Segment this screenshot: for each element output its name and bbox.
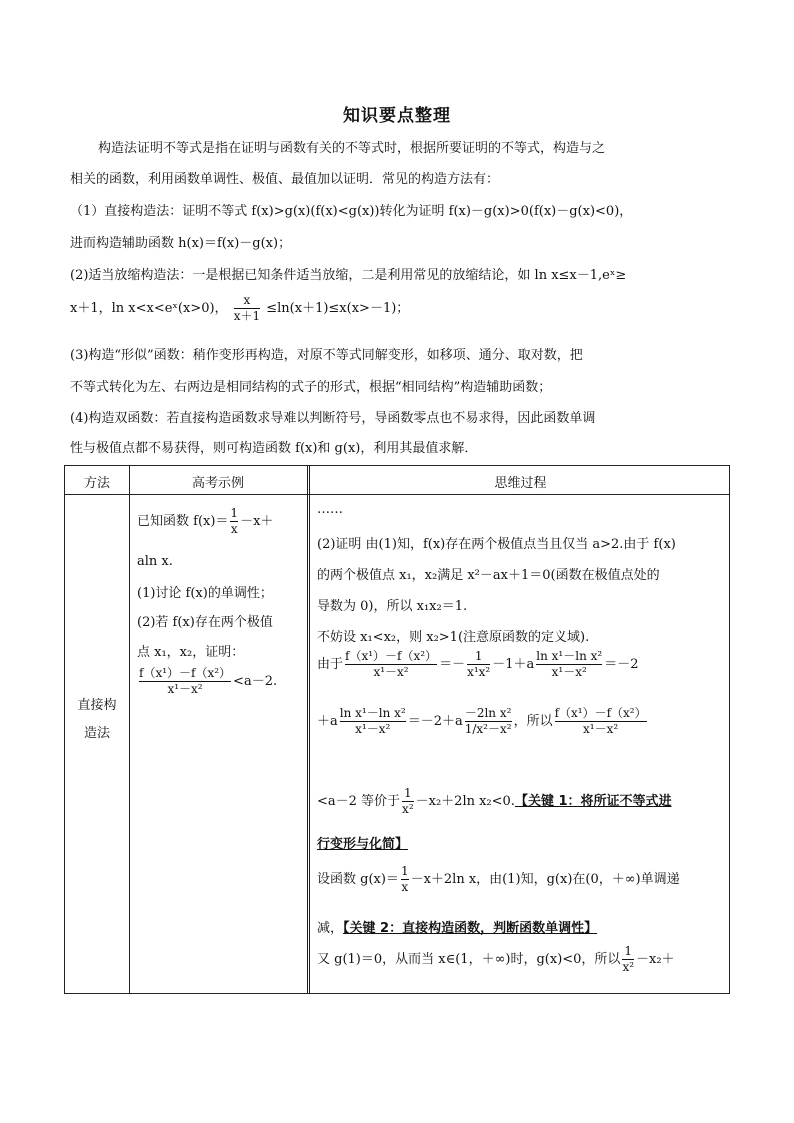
method-4-line-2: 性与极值点都不易获得，则可构造函数 f(x)和 g(x)，利用其最值求解． <box>70 441 478 456</box>
fraction-denominator: x¹－x² <box>340 721 406 737</box>
example-text: <a－2. <box>233 674 278 689</box>
example-text: 已知函数 f(x)＝ <box>137 514 229 529</box>
thinking-line-0: …… <box>317 502 343 517</box>
fraction <box>340 706 406 737</box>
table-column-divider <box>307 466 310 993</box>
fraction-numerator: x <box>243 293 251 307</box>
fraction-numerator: ln x¹－ln x² <box>339 706 406 720</box>
intro-line-1: 构造法证明不等式是指在证明与函数有关的不等式时，根据所要证明的不等式，构造与之 <box>98 141 606 156</box>
fraction-numerator: ln x¹－ln x² <box>536 649 603 663</box>
fraction <box>555 706 647 737</box>
thinking-line-5 <box>317 649 729 680</box>
method-2-line-1: (2)适当放缩构造法：一是根据已知条件适当放缩，二是利用常见的放缩结论，如 ln x≤x－1,eˣ≥ <box>70 268 627 283</box>
thinking-text: 设函数 g(x)＝ <box>317 872 399 887</box>
fraction-denominator: x¹x² <box>467 665 491 679</box>
thinking-text: －x₂＋ <box>636 952 675 967</box>
page-title: 知识要点整理 <box>343 106 451 126</box>
method-4-line-1: (4)构造双函数：若直接构造函数求导难以判断符号，导函数零点也不易求得，因此函数单调 <box>70 411 596 426</box>
thinking-text: ，所以 <box>513 714 553 729</box>
thinking-line-9 <box>317 864 729 895</box>
thinking-text: ＝－2＋a <box>407 714 463 729</box>
method-3-line-2: 不等式转化为左、右两边是相同结构的式子的形式，根据“相同结构”构造辅助函数； <box>70 380 552 395</box>
method-cell <box>65 692 129 748</box>
example-line-2: aln x. <box>137 554 173 569</box>
method-2-text: x＋1，ln x<x<eˣ(x>0)， <box>70 301 228 316</box>
intro-line-2: 相关的函数，利用函数单调性、极值、最值加以证明．常见的构造方法有： <box>70 172 500 187</box>
header-thinking: 思维过程 <box>494 476 547 491</box>
thinking-line-6 <box>317 706 729 737</box>
fraction-denominator: x¹－x² <box>345 664 437 680</box>
thinking-line-11 <box>317 944 729 975</box>
example-line-6 <box>137 666 307 697</box>
fraction <box>234 293 260 324</box>
thinking-text: －x₂＋2ln x₂<0. <box>415 794 515 809</box>
example-line-1 <box>137 506 307 537</box>
key-note-1-end: 行变形与化简】 <box>317 837 409 852</box>
example-line-4: (2)若 f(x)存在两个极值 <box>137 615 273 630</box>
key-note-1: 【关键 1：将所证不等式进 <box>514 794 672 809</box>
thinking-text: 由于 <box>317 657 344 672</box>
fraction-numerator: f（x¹）－f（x²） <box>554 706 647 720</box>
fraction-denominator: x <box>401 880 409 894</box>
thinking-line-3: 导数为 0)，所以 x₁x₂＝1. <box>317 599 468 614</box>
thinking-line-8 <box>317 833 729 852</box>
example-line-3: (1)讨论 f(x)的单调性； <box>137 586 273 601</box>
methods-table <box>64 465 730 994</box>
fraction-numerator: 1 <box>400 864 409 878</box>
method-1-line-2: 进而构造辅助函数 h(x)＝f(x)－g(x)； <box>70 236 292 251</box>
fraction-denominator: x＋1 <box>233 309 261 323</box>
header-method: 方法 <box>83 476 110 491</box>
method-label-line: 造法 <box>83 726 110 741</box>
fraction-numerator: －2ln x² <box>464 706 512 720</box>
fraction-numerator: 1 <box>624 944 633 958</box>
fraction-denominator: x² <box>402 802 414 816</box>
fraction-numerator: 1 <box>404 786 412 800</box>
thinking-text: －1＋a <box>492 657 535 672</box>
thinking-line-1: (2)证明 由(1)知，f(x)存在两个极值点当且仅当 a>2.由于 f(x) <box>317 537 676 552</box>
method-label-line: 直接构 <box>77 698 117 713</box>
fraction <box>402 786 414 817</box>
fraction-numerator: 1 <box>474 649 483 663</box>
fraction <box>345 649 437 680</box>
fraction-denominator: x¹－x² <box>536 664 602 680</box>
table-header-divider <box>65 494 729 495</box>
fraction-denominator: x¹－x² <box>139 681 231 697</box>
method-2-text-end: ≤ln(x＋1)≤x(x>－1)； <box>266 301 410 316</box>
thinking-text: <a－2 等价于 <box>317 794 401 809</box>
thinking-line-4: 不妨设 x₁<x₂，则 x₂>1(注意原函数的定义域). <box>317 630 590 645</box>
key-note-2: 【关键 2：直接构造函数，判断函数单调性】 <box>343 921 598 936</box>
fraction-denominator: x¹－x² <box>555 721 647 737</box>
thinking-line-2: 的两个极值点 x₁，x₂满足 x²－ax＋1＝0(函数在极值点处的 <box>317 568 660 583</box>
fraction <box>139 666 231 697</box>
method-3-line-1: (3)构造“形似”函数：稍作变形再构造，对原不等式同解变形，如移项、通分、取对数，把 <box>70 348 583 363</box>
fraction <box>465 706 512 737</box>
thinking-text: 又 g(1)＝0，从而当 x∈(1，＋∞)时，g(x)<0，所以 <box>317 952 621 967</box>
example-line-5: 点 x₁，x₂，证明： <box>137 645 245 660</box>
thinking-line-7 <box>317 786 729 817</box>
fraction <box>467 649 490 680</box>
table-column-divider <box>129 466 130 993</box>
fraction-denominator: 1/x²－x² <box>464 722 512 736</box>
method-1-line-1: （1）直接构造法：证明不等式 f(x)>g(x)(f(x)<g(x))转化为证明 f(x)－g(x)>0(f(x)－g(x)<0)， <box>70 204 633 219</box>
fraction <box>230 506 238 537</box>
fraction <box>536 649 602 680</box>
example-text: －x＋ <box>240 514 274 529</box>
thinking-line-10 <box>317 917 729 936</box>
header-example: 高考示例 <box>191 476 244 491</box>
thinking-text: ＝－2 <box>604 657 639 672</box>
fraction <box>401 864 409 895</box>
fraction-denominator: x² <box>622 960 635 974</box>
fraction <box>622 944 634 975</box>
thinking-text: ＋a <box>317 714 338 729</box>
fraction-numerator: f（x¹）－f（x²） <box>345 649 438 663</box>
method-2-line-2 <box>70 293 730 324</box>
thinking-text: －x＋2ln x，由(1)知，g(x)在(0，＋∞)单调递 <box>410 872 680 887</box>
fraction-numerator: 1 <box>230 506 239 520</box>
fraction-numerator: f（x¹）－f（x²） <box>139 666 232 680</box>
thinking-text: 减， <box>317 921 344 936</box>
thinking-text: ＝－ <box>439 657 466 672</box>
fraction-denominator: x <box>230 522 238 536</box>
